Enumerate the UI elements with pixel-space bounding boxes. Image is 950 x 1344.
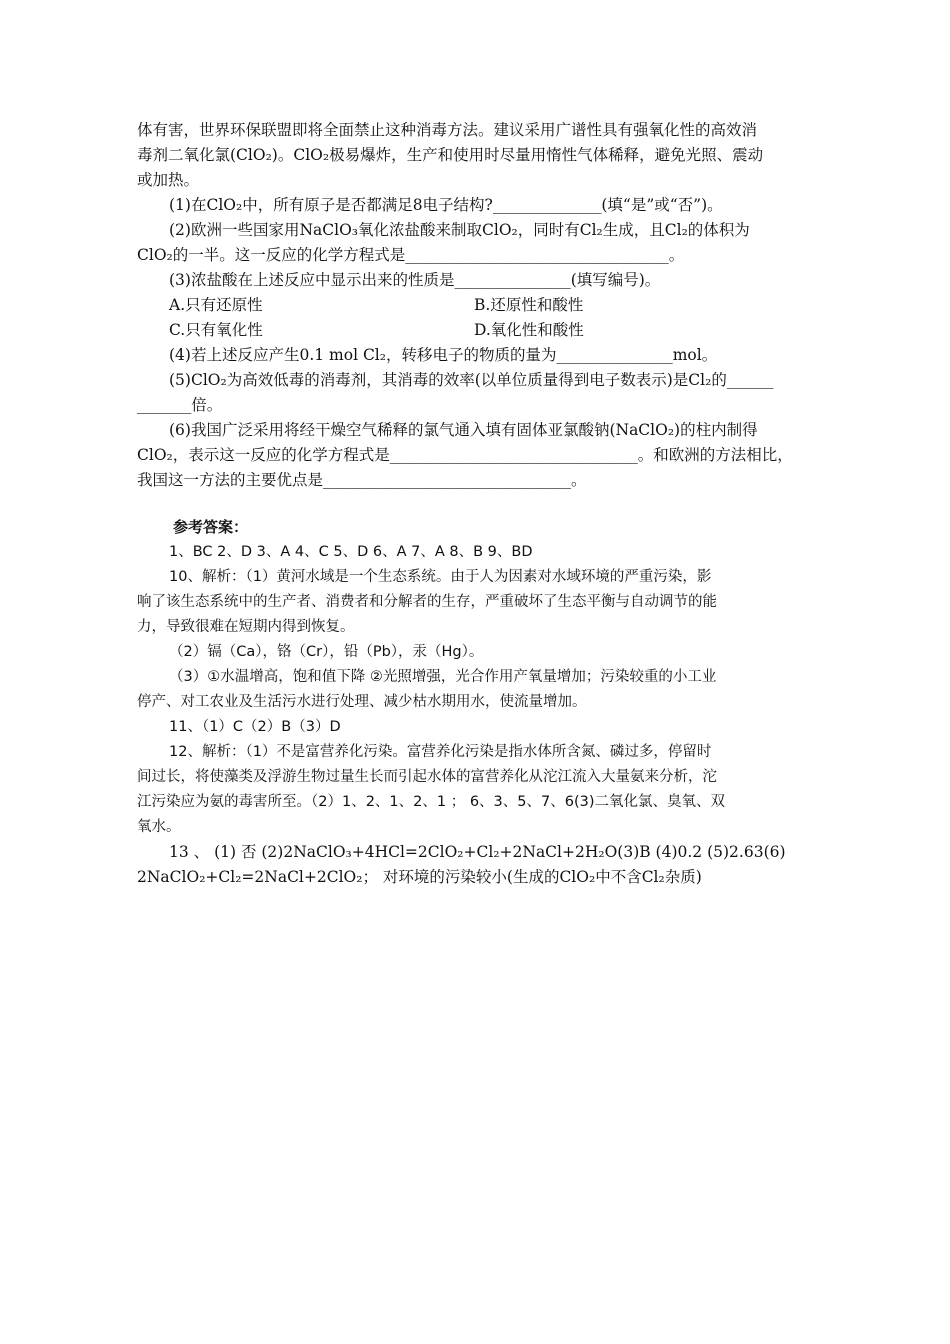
question-2-line-1: (2)欧洲一些国家用NaClO₃氧化浓盐酸来制取ClO₂，同时有Cl₂生成，且Cl₂的体积为 xyxy=(169,221,750,239)
answer-10-line-4: （2）镉（Ca），铬（Cr），铅（Pb），汞（Hg）。 xyxy=(169,644,484,660)
question-6-line-3: 我国这一方法的主要优点是________________________________。 xyxy=(137,471,587,489)
answers-title: 参考答案： xyxy=(173,518,249,536)
answer-10-line-3: 力，导致很难在短期内得到恢复。 xyxy=(137,619,355,635)
option-b: B.还原性和酸性 xyxy=(474,296,584,314)
option-d: D.氧化性和酸性 xyxy=(474,321,584,339)
answer-10-line-5: （3）①水温增高，饱和值下降 ②光照增强，光合作用产氧量增加；污染较重的小工业 xyxy=(169,669,717,685)
question-4: (4)若上述反应产生0.1 mol Cl₂，转移电子的物质的量为_______________mol。 xyxy=(169,346,718,364)
section-gap xyxy=(137,493,817,515)
option-c: C.只有氧化性 xyxy=(169,321,263,339)
intro-line-2: 毒剂二氧化氯(ClO₂)。ClO₂极易爆炸，生产和使用时尽量用惰性气体稀释，避免光照、震动 xyxy=(137,146,764,164)
answer-12-line-1: 12、解析：（1）不是富营养化污染。富营养化污染是指水体所含氮、磷过多，停留时 xyxy=(169,744,712,760)
answer-10-line-1: 10、解析：（1）黄河水域是一个生态系统。由于人为因素对水域环境的严重污染，影 xyxy=(169,569,712,585)
answer-10-line-2: 响了该生态系统中的生产者、消费者和分解者的生存，严重破坏了生态平衡与自动调节的能 xyxy=(137,594,717,610)
document-page xyxy=(137,118,817,890)
question-1: (1)在ClO₂中，所有原子是否都满足8电子结构?______________(填“是”或“否”)。 xyxy=(169,196,723,214)
answer-11: 11、（1）C（2）B（3）D xyxy=(169,719,341,735)
question-6-line-1: (6)我国广泛采用将经干燥空气稀释的氯气通入填有固体亚氯酸钠(NaClO₂)的柱内制得 xyxy=(169,421,758,439)
option-a: A.只有还原性 xyxy=(169,296,263,314)
answer-12-line-2: 间过长，将使藻类及浮游生物过量生长而引起水体的富营养化从沱江流入大量氨来分析，沱 xyxy=(137,769,717,785)
intro-line-1: 体有害，世界环保联盟即将全面禁止这种消毒方法。建议采用广谱性具有强氧化性的高效消 xyxy=(137,121,758,139)
answer-13-line-1: 13 、 (1) 否 (2)2NaClO₃+4HCl=2ClO₂+Cl₂+2NaCl+2H₂O(3)B (4)0.2 (5)2.63(6) xyxy=(169,843,786,861)
question-6-line-2: ClO₂，表示这一反应的化学方程式是________________________________。和欧洲的方法相比， xyxy=(137,446,793,464)
answer-12-line-4: 氧水。 xyxy=(137,819,181,835)
answer-10-line-6: 停产、对工农业及生活污水进行处理、减少枯水期用水，使流量增加。 xyxy=(137,694,587,710)
question-5-line-2: _______倍。 xyxy=(137,396,223,414)
options-row-1 xyxy=(137,293,817,318)
options-row-2 xyxy=(137,318,817,343)
question-5-line-1: (5)ClO₂为高效低毒的消毒剂，其消毒的效率(以单位质量得到电子数表示)是Cl₂的______ xyxy=(169,371,774,389)
question-3: (3)浓盐酸在上述反应中显示出来的性质是_______________(填写编号)。 xyxy=(169,271,661,289)
answer-12-line-3: 江污染应为氨的毒害所至。（2）1、2、1、2、1 ； 6、3、5、7、6(3)二氧化氯、臭氧、双 xyxy=(137,794,725,810)
answers-line-1: 1、BC 2、D 3、A 4、C 5、D 6、A 7、A 8、B 9、BD xyxy=(169,544,533,560)
answer-13-line-2: 2NaClO₂+Cl₂=2NaCl+2ClO₂； 对环境的污染较小(生成的ClO₂中不含Cl₂杂质) xyxy=(137,868,702,886)
intro-line-3: 或加热。 xyxy=(137,171,200,189)
question-2-line-2: ClO₂的一半。这一反应的化学方程式是__________________________________。 xyxy=(137,246,685,264)
